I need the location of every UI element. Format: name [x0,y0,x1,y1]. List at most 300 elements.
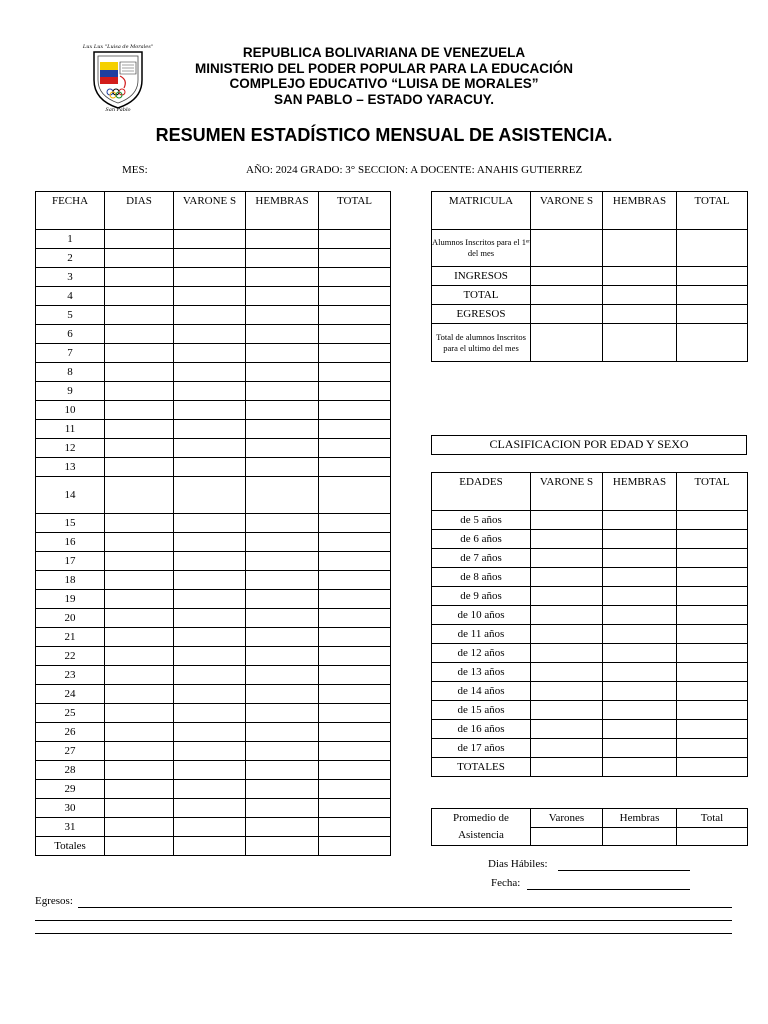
day-number: 19 [36,590,105,609]
day-number: 23 [36,666,105,685]
day-cell[interactable] [319,533,391,552]
day-number: 8 [36,363,105,382]
day-cell[interactable] [319,666,391,685]
age-label: de 8 años [432,568,531,587]
table-row [36,609,391,628]
day-cell[interactable] [174,628,246,647]
matricula-cell[interactable] [603,305,677,324]
day-cell[interactable] [246,420,319,439]
age-cell[interactable] [603,549,677,568]
day-cell[interactable] [319,382,391,401]
age-cell[interactable] [531,568,603,587]
matricula-cell[interactable] [531,267,603,286]
day-cell[interactable] [105,401,174,420]
age-cell[interactable] [677,530,748,549]
day-cell[interactable] [174,704,246,723]
day-cell[interactable] [105,363,174,382]
day-cell[interactable] [105,420,174,439]
table-row [36,439,391,458]
day-cell[interactable] [246,439,319,458]
day-cell[interactable] [319,799,391,818]
day-number: 27 [36,742,105,761]
matricula-cell[interactable] [603,324,677,362]
day-cell[interactable] [319,761,391,780]
day-cell[interactable] [246,268,319,287]
age-row [432,701,748,720]
day-cell[interactable] [319,268,391,287]
day-cell[interactable] [105,628,174,647]
header-line-2: MINISTERIO DEL PODER POPULAR PARA LA EDUCACIÓN [194,60,574,76]
table-row [36,306,391,325]
matricula-table [431,191,748,362]
day-cell[interactable] [105,799,174,818]
age-cell[interactable] [677,663,748,682]
matricula-cell[interactable] [531,324,603,362]
table-row [36,723,391,742]
matricula-row [432,230,748,267]
matricula-cell[interactable] [603,286,677,305]
day-cell[interactable] [105,666,174,685]
matricula-cell[interactable] [531,230,603,267]
daily-header-4: TOTAL [319,192,391,230]
day-cell[interactable] [174,761,246,780]
day-cell[interactable] [246,723,319,742]
logo-top-text: Lux Lux "Luisa de Morales" [82,44,154,50]
day-number: 29 [36,780,105,799]
day-cell[interactable] [319,325,391,344]
matricula-header-1: VARONE S [531,192,603,230]
fecha-field[interactable] [527,889,690,890]
age-row [432,606,748,625]
age-label: de 6 años [432,530,531,549]
age-cell[interactable] [677,568,748,587]
day-cell[interactable] [174,590,246,609]
age-label: de 11 años [432,625,531,644]
day-cell[interactable] [105,287,174,306]
day-cell[interactable] [319,628,391,647]
day-cell[interactable] [105,249,174,268]
day-cell[interactable] [319,363,391,382]
day-cell[interactable] [174,742,246,761]
day-cell[interactable] [319,477,391,514]
age-cell[interactable] [677,701,748,720]
day-cell[interactable] [246,533,319,552]
promedio-header-total: Total [677,809,748,828]
age-cell[interactable] [603,511,677,530]
day-cell[interactable] [174,818,246,837]
age-cell[interactable] [677,758,748,777]
day-cell[interactable] [319,723,391,742]
age-cell[interactable] [531,758,603,777]
age-cell[interactable] [603,663,677,682]
day-cell[interactable] [105,647,174,666]
matricula-row-label: INGRESOS [432,267,531,286]
logo-bottom-text: San Pablo [105,107,131,112]
matricula-cell[interactable] [531,286,603,305]
day-cell[interactable] [246,780,319,799]
day-cell[interactable] [105,344,174,363]
day-cell[interactable] [174,666,246,685]
age-label: de 16 años [432,720,531,739]
totals-cell[interactable] [105,837,174,856]
matricula-cell[interactable] [603,267,677,286]
table-row [36,401,391,420]
day-cell[interactable] [105,590,174,609]
daily-header-3: HEMBRAS [246,192,319,230]
age-row [432,568,748,587]
day-cell[interactable] [105,780,174,799]
day-cell[interactable] [105,325,174,344]
day-cell[interactable] [319,704,391,723]
day-cell[interactable] [174,420,246,439]
table-row [36,571,391,590]
table-row [36,533,391,552]
fecha-label: Fecha: [491,877,521,889]
header-line-4: SAN PABLO – ESTADO YARACUY. [273,91,495,107]
day-cell[interactable] [319,249,391,268]
age-cell[interactable] [677,587,748,606]
matricula-row-label: TOTAL [432,286,531,305]
day-cell[interactable] [319,609,391,628]
day-cell[interactable] [105,533,174,552]
table-row [36,477,391,514]
age-row [432,663,748,682]
day-cell[interactable] [105,458,174,477]
matricula-cell[interactable] [677,230,748,267]
day-cell[interactable] [105,818,174,837]
age-header-1: VARONE S [531,473,603,511]
day-cell[interactable] [174,514,246,533]
day-cell[interactable] [246,571,319,590]
age-row [432,511,748,530]
day-number: 24 [36,685,105,704]
day-cell[interactable] [105,723,174,742]
day-cell[interactable] [319,571,391,590]
day-cell[interactable] [105,514,174,533]
day-cell[interactable] [174,609,246,628]
age-cell[interactable] [677,511,748,530]
age-cell[interactable] [531,625,603,644]
day-cell[interactable] [174,477,246,514]
day-cell[interactable] [174,723,246,742]
daily-header-0: FECHA [36,192,105,230]
daily-header-2: VARONE S [174,192,246,230]
matricula-header-3: TOTAL [677,192,748,230]
matricula-cell[interactable] [603,230,677,267]
day-cell[interactable] [105,685,174,704]
day-cell[interactable] [246,477,319,514]
table-row [36,666,391,685]
age-cell[interactable] [531,720,603,739]
day-cell[interactable] [319,742,391,761]
age-cell[interactable] [603,625,677,644]
age-cell[interactable] [603,606,677,625]
egresos-line-3[interactable] [35,933,732,934]
day-cell[interactable] [246,799,319,818]
age-row [432,625,748,644]
age-cell[interactable] [677,682,748,701]
day-cell[interactable] [246,382,319,401]
day-cell[interactable] [246,249,319,268]
mes-label: MES: [122,164,148,176]
day-cell[interactable] [319,287,391,306]
matricula-cell[interactable] [677,267,748,286]
age-cell[interactable] [531,511,603,530]
day-cell[interactable] [246,325,319,344]
matricula-row-label: Total de alumnos Inscritos para el ultimo del mes [432,324,531,362]
age-row [432,644,748,663]
age-cell[interactable] [531,549,603,568]
day-cell[interactable] [105,230,174,249]
day-cell[interactable] [246,306,319,325]
totals-cell[interactable] [246,837,319,856]
day-cell[interactable] [246,230,319,249]
day-cell[interactable] [174,344,246,363]
table-row [36,420,391,439]
age-label: de 12 años [432,644,531,663]
day-cell[interactable] [319,685,391,704]
egresos-label: Egresos: [35,895,73,907]
day-cell[interactable] [105,761,174,780]
age-cell[interactable] [531,701,603,720]
day-cell[interactable] [174,458,246,477]
day-cell[interactable] [319,780,391,799]
daily-attendance-table [35,191,391,856]
day-cell[interactable] [246,761,319,780]
age-cell[interactable] [677,606,748,625]
age-row [432,587,748,606]
day-cell[interactable] [319,439,391,458]
day-cell[interactable] [105,477,174,514]
age-cell[interactable] [677,549,748,568]
dias-habiles-label: Dias Hábiles: [488,858,548,870]
day-cell[interactable] [319,306,391,325]
table-row [36,344,391,363]
day-number: 4 [36,287,105,306]
promedio-label: Promedio de Asistencia [432,809,531,846]
day-cell[interactable] [246,742,319,761]
day-cell[interactable] [246,685,319,704]
egresos-line-2[interactable] [35,920,732,921]
day-number: 22 [36,647,105,666]
day-cell[interactable] [105,306,174,325]
age-label: de 13 años [432,663,531,682]
age-label: de 10 años [432,606,531,625]
table-row [36,799,391,818]
age-row [432,758,748,777]
table-row [36,382,391,401]
matricula-cell[interactable] [677,324,748,362]
age-cell[interactable] [603,701,677,720]
day-cell[interactable] [105,742,174,761]
age-cell[interactable] [603,587,677,606]
age-header-3: TOTAL [677,473,748,511]
age-row [432,549,748,568]
day-cell[interactable] [319,420,391,439]
table-row [36,780,391,799]
matricula-row-label: Alumnos Inscritos para el 1ᵉʳ del mes [432,230,531,267]
day-cell[interactable] [174,325,246,344]
day-cell[interactable] [174,382,246,401]
age-cell[interactable] [677,720,748,739]
promedio-total-cell[interactable] [677,828,748,846]
age-label: de 5 años [432,511,531,530]
day-cell[interactable] [246,590,319,609]
day-cell[interactable] [246,666,319,685]
matricula-header-2: HEMBRAS [603,192,677,230]
day-cell[interactable] [319,230,391,249]
day-cell[interactable] [174,249,246,268]
promedio-varones-cell[interactable] [531,828,603,846]
day-cell[interactable] [246,704,319,723]
totales-label: Totales [36,837,105,856]
day-cell[interactable] [105,552,174,571]
day-cell[interactable] [246,344,319,363]
table-row [36,268,391,287]
day-number: 11 [36,420,105,439]
matricula-cell[interactable] [531,305,603,324]
age-row [432,739,748,758]
age-cell[interactable] [531,606,603,625]
day-cell[interactable] [174,780,246,799]
age-cell[interactable] [603,739,677,758]
day-number: 2 [36,249,105,268]
institution-header [0,45,768,107]
age-cell[interactable] [603,530,677,549]
age-cell[interactable] [603,758,677,777]
header-line-3: COMPLEJO EDUCATIVO “LUISA DE MORALES” [229,76,539,91]
day-cell[interactable] [105,571,174,590]
day-number: 17 [36,552,105,571]
age-cell[interactable] [603,682,677,701]
day-number: 28 [36,761,105,780]
age-label: de 15 años [432,701,531,720]
age-cell[interactable] [531,663,603,682]
matricula-cell[interactable] [677,305,748,324]
age-header-2: HEMBRAS [603,473,677,511]
table-row [36,704,391,723]
age-cell[interactable] [603,720,677,739]
day-cell[interactable] [174,268,246,287]
table-row [36,742,391,761]
day-number: 15 [36,514,105,533]
day-cell[interactable] [174,647,246,666]
egresos-line-1[interactable] [78,907,732,908]
day-cell[interactable] [174,363,246,382]
day-cell[interactable] [319,458,391,477]
day-cell[interactable] [174,401,246,420]
day-cell[interactable] [105,268,174,287]
table-row [36,325,391,344]
daily-header-row [36,192,391,230]
day-number: 1 [36,230,105,249]
day-cell[interactable] [246,287,319,306]
age-cell[interactable] [531,644,603,663]
day-cell[interactable] [174,799,246,818]
day-cell[interactable] [319,647,391,666]
day-cell[interactable] [246,363,319,382]
age-cell[interactable] [677,625,748,644]
day-cell[interactable] [246,628,319,647]
promedio-hembras-cell[interactable] [603,828,677,846]
age-label: de 9 años [432,587,531,606]
age-cell[interactable] [531,587,603,606]
day-number: 10 [36,401,105,420]
table-row [36,552,391,571]
day-cell[interactable] [105,704,174,723]
table-row [36,647,391,666]
day-number: 13 [36,458,105,477]
day-cell[interactable] [105,609,174,628]
day-cell[interactable] [246,609,319,628]
dias-habiles-field[interactable] [558,870,690,871]
matricula-row [432,324,748,362]
day-cell[interactable] [105,439,174,458]
day-number: 26 [36,723,105,742]
age-cell[interactable] [531,682,603,701]
age-cell[interactable] [677,644,748,663]
day-cell[interactable] [319,344,391,363]
day-cell[interactable] [319,514,391,533]
daily-header-1: DIAS [105,192,174,230]
page-title: RESUMEN ESTADÍSTICO MENSUAL DE ASISTENCIA. [155,125,613,145]
day-cell[interactable] [174,230,246,249]
day-cell[interactable] [246,458,319,477]
matricula-row [432,267,748,286]
age-label: de 7 años [432,549,531,568]
age-row [432,530,748,549]
day-cell[interactable] [246,647,319,666]
age-cell[interactable] [677,739,748,758]
day-cell[interactable] [319,818,391,837]
matricula-cell[interactable] [677,286,748,305]
table-row [36,249,391,268]
day-cell[interactable] [174,533,246,552]
day-cell[interactable] [246,401,319,420]
day-cell[interactable] [319,552,391,571]
age-cell[interactable] [603,644,677,663]
day-cell[interactable] [174,685,246,704]
age-row [432,682,748,701]
day-number: 20 [36,609,105,628]
day-cell[interactable] [174,552,246,571]
day-number: 14 [36,477,105,514]
totals-cell[interactable] [174,837,246,856]
age-cell[interactable] [603,568,677,587]
age-label: de 14 años [432,682,531,701]
day-cell[interactable] [319,590,391,609]
day-cell[interactable] [105,382,174,401]
day-number: 31 [36,818,105,837]
day-cell[interactable] [319,401,391,420]
day-cell[interactable] [174,306,246,325]
day-cell[interactable] [174,439,246,458]
day-cell[interactable] [174,571,246,590]
day-number: 30 [36,799,105,818]
promedio-header-hembras: Hembras [603,809,677,828]
age-cell[interactable] [531,739,603,758]
totals-cell[interactable] [319,837,391,856]
age-cell[interactable] [531,530,603,549]
table-row [36,363,391,382]
header-line-1: REPUBLICA BOLIVARIANA DE VENEZUELA [242,45,526,60]
promedio-header-varones: Varones [531,809,603,828]
day-cell[interactable] [246,514,319,533]
table-row [36,230,391,249]
day-cell[interactable] [174,287,246,306]
day-cell[interactable] [246,818,319,837]
day-cell[interactable] [246,552,319,571]
